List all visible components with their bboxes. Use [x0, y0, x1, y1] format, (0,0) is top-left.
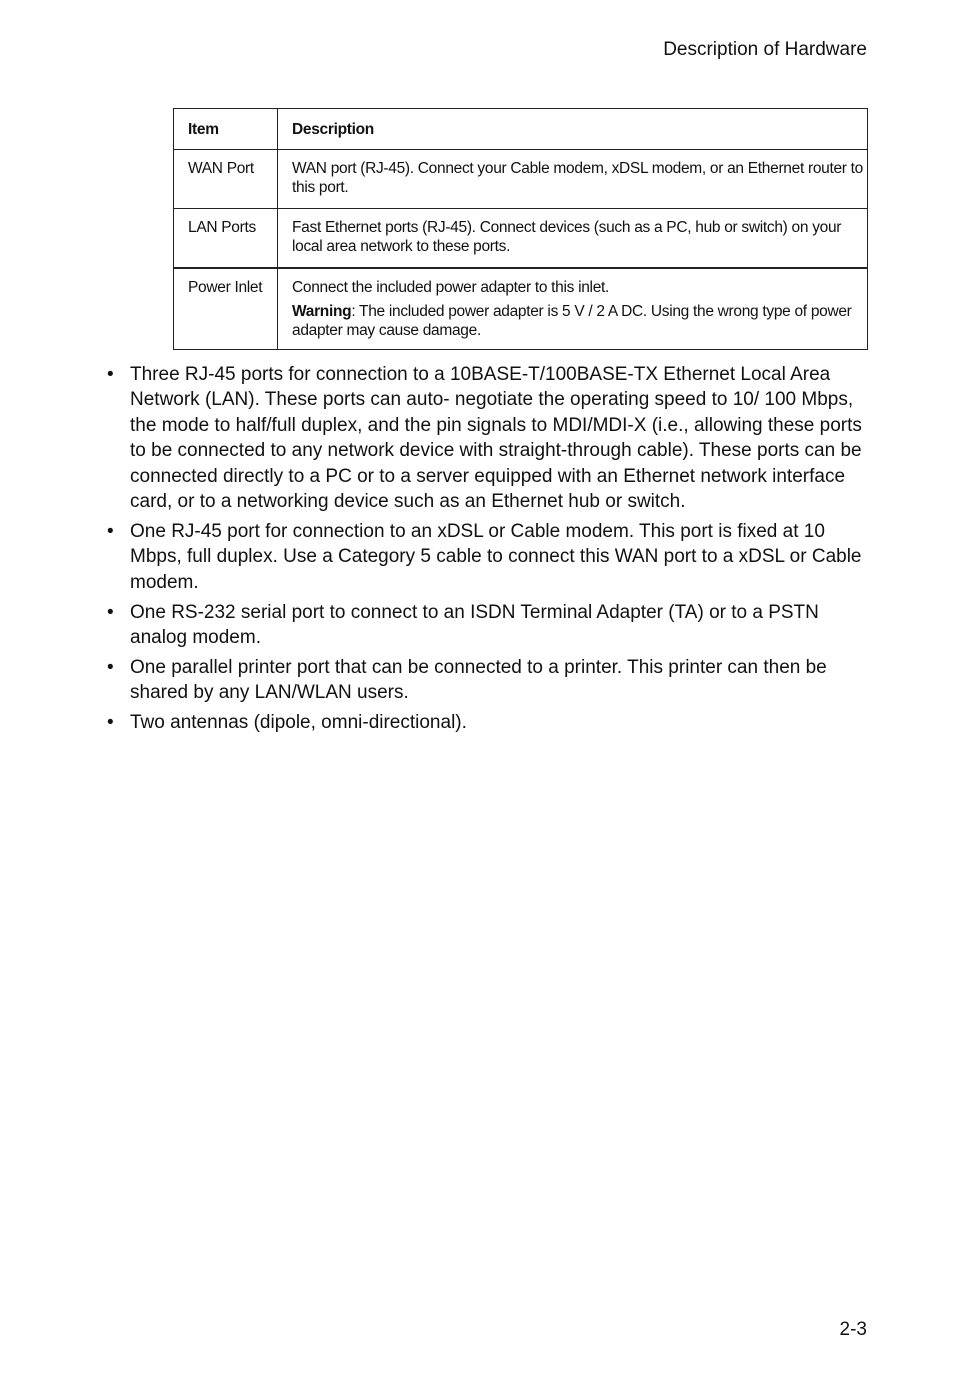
list-item	[107, 519, 869, 595]
item-cell: Power Inlet	[174, 268, 278, 350]
item-cell: LAN Ports	[174, 209, 278, 269]
list-item-text: Three RJ-45 ports for connection to a 10BASE-T/100BASE-TX Ethernet Local Area Network (LAN). These ports can auto- negotiate the operating speed to 10/ 100 Mbps, the mode to half/full duplex, and the pin signals to MDI/MDI-X (i.e., allowing these ports to be connected to any network device with straight-through cable). These ports can be connected directly to a PC or to a server equipped with an Ethernet network interface card, or to a networking device such as an Ethernet hub or switch.	[130, 364, 862, 513]
list-item	[107, 655, 869, 706]
table-row	[174, 268, 868, 350]
column-header-item: Item	[174, 109, 278, 150]
page-number: 2-3	[839, 1319, 867, 1340]
column-header-description: Description	[278, 109, 868, 150]
list-item	[107, 362, 869, 514]
table-row	[174, 209, 868, 269]
warning-note	[292, 302, 867, 340]
description-cell: Fast Ethernet ports (RJ-45). Connect devices (such as a PC, hub or switch) on your local area network to these ports.	[278, 209, 868, 269]
list-item	[107, 600, 869, 651]
list-item-text: One parallel printer port that can be connected to a printer. This printer can then be shared by any LAN/WLAN users.	[130, 656, 827, 704]
warning-text: : The included power adapter is 5 V / 2 A DC. Using the wrong type of power adapter may cause damage.	[292, 303, 852, 339]
list-item-text: One RJ-45 port for connection to an xDSL or Cable modem. This port is fixed at 10 Mbps, full duplex. Use a Category 5 cable to connect this WAN port to a xDSL or Cable modem.	[130, 520, 862, 593]
bullet-icon: •	[107, 364, 114, 385]
description-cell	[278, 268, 868, 350]
table-row	[174, 150, 868, 209]
bullet-icon: •	[107, 656, 114, 678]
list-item-text: One RS-232 serial port to connect to an ISDN Terminal Adapter (TA) or to a PSTN analog modem.	[130, 601, 819, 649]
running-header: Description of Hardware	[663, 39, 867, 60]
bullet-icon: •	[107, 601, 114, 623]
bullet-icon: •	[107, 520, 114, 542]
description-cell: WAN port (RJ-45). Connect your Cable modem, xDSL modem, or an Ethernet router to this port.	[278, 150, 868, 209]
list-item	[107, 710, 869, 735]
warning-label: Warning	[292, 303, 352, 320]
list-item-text: Two antennas (dipole, omni-directional).	[130, 712, 467, 734]
bullet-icon: •	[107, 712, 114, 734]
item-cell: WAN Port	[174, 150, 278, 209]
feature-list	[107, 362, 869, 740]
description-text: Connect the included power adapter to this inlet.	[292, 279, 610, 296]
table-header-row	[174, 109, 868, 150]
hardware-table	[173, 108, 868, 350]
